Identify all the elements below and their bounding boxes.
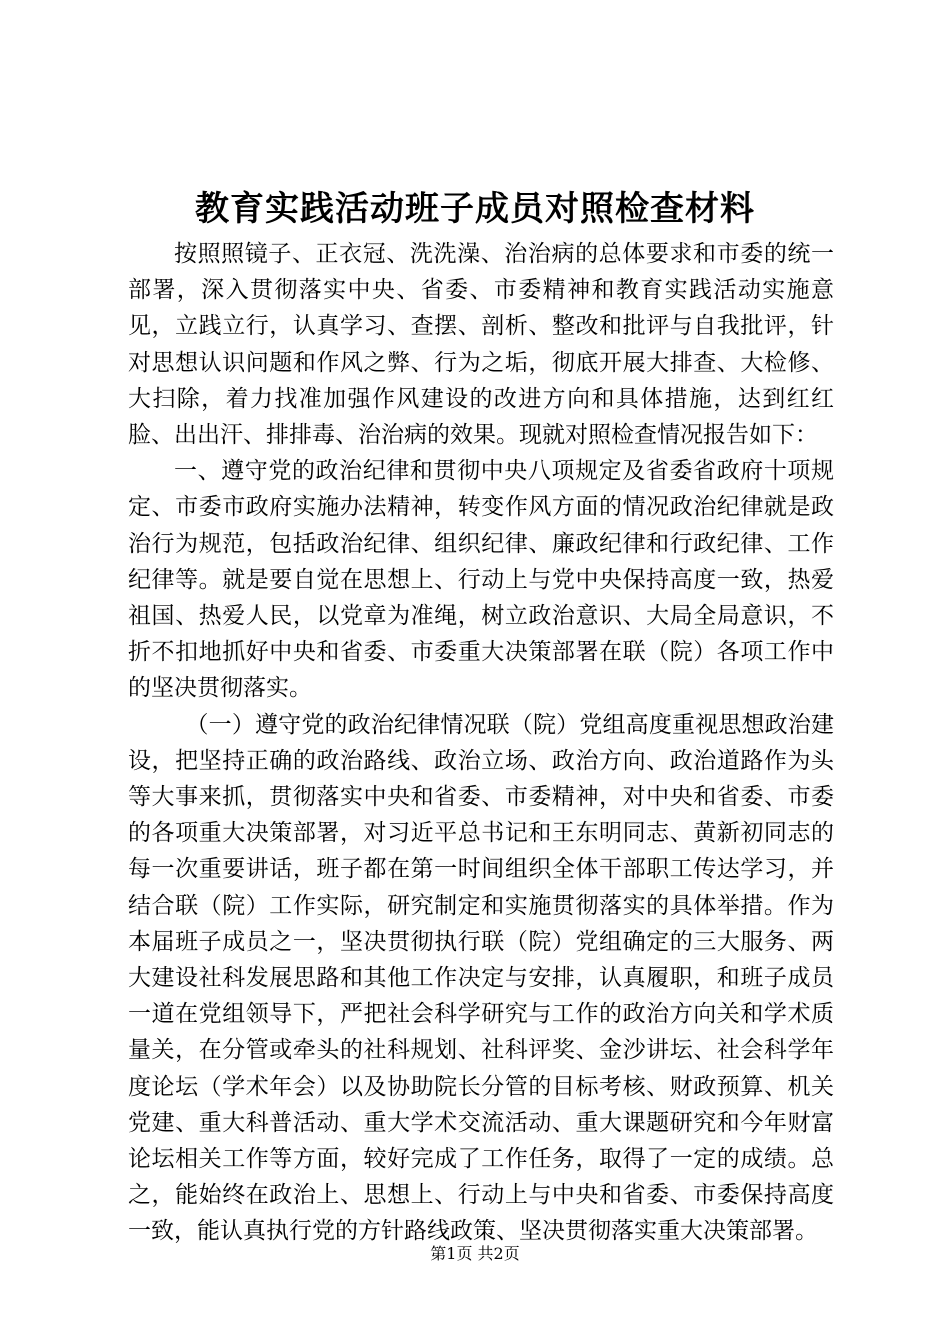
document-title: 教育实践活动班子成员对照检查材料 <box>195 189 755 229</box>
intro-paragraph: 按照照镜子、正衣冠、洗洗澡、治治病的总体要求和市委的统一部署，深入贯彻落实中央、省委、市委精神和教育实践活动实施意见，立践立行，认真学习、查摆、剖析、整改和批评与自我批评，针对思想认识问题和作风之弊、行为之垢，彻底开展大排查、大检修、大扫除，着力找准加强作风建设的改进方向和具体措施，达到红红脸、出出汗、排排毒、治治病的效果。现就对照检查情况报告如下： <box>128 241 834 449</box>
document-body <box>128 236 834 1250</box>
section-one-paragraph: 一、遵守党的政治纪律和贯彻中央八项规定及省委省政府十项规定、市委市政府实施办法精神，转变作风方面的情况政治纪律就是政治行为规范，包括政治纪律、组织纪律、廉政纪律和行政纪律、工作纪律等。就是要自觉在思想上、行动上与党中央保持高度一致，热爱祖国、热爱人民，以党章为准绳，树立政治意识、大局全局意识，不折不扣地抓好中央和省委、市委重大决策部署在联（院）各项工作中的坚决贯彻落实。 <box>128 458 834 702</box>
subsection-one-paragraph: （一）遵守党的政治纪律情况联（院）党组高度重视思想政治建设，把坚持正确的政治路线、政治立场、政治方向、政治道路作为头等大事来抓，贯彻落实中央和省委、市委精神，对中央和省委、市委的各项重大决策部署，对习近平总书记和王东明同志、黄新初同志的每一次重要讲话，班子都在第一时间组织全体干部职工传达学习，并结合联（院）工作实际，研究制定和实施贯彻落实的具体举措。作为本届班子成员之一，坚决贯彻执行联（院）党组确定的三大服务、两大建设社科发展思路和其他工作决定与安排，认真履职，和班子成员一道在党组领导下，严把社会科学研究与工作的政治方向关和学术质量关，在分管或牵头的社科规划、社科评奖、金沙讲坛、社会科学年度论坛（学术年会）以及协助院长分管的目标考核、财政预算、机关党建、重大科普活动、重大学术交流活动、重大课题研究和今年财富论坛相关工作等方面，较好完成了工作任务，取得了一定的成绩。总之，能始终在政治上、思想上、行动上与中央和省委、市委保持高度一致，能认真执行党的方针路线政策、坚决贯彻落实重大决策部署。 <box>128 711 834 1245</box>
page-footer: 第1页 共2页 <box>430 1244 520 1263</box>
